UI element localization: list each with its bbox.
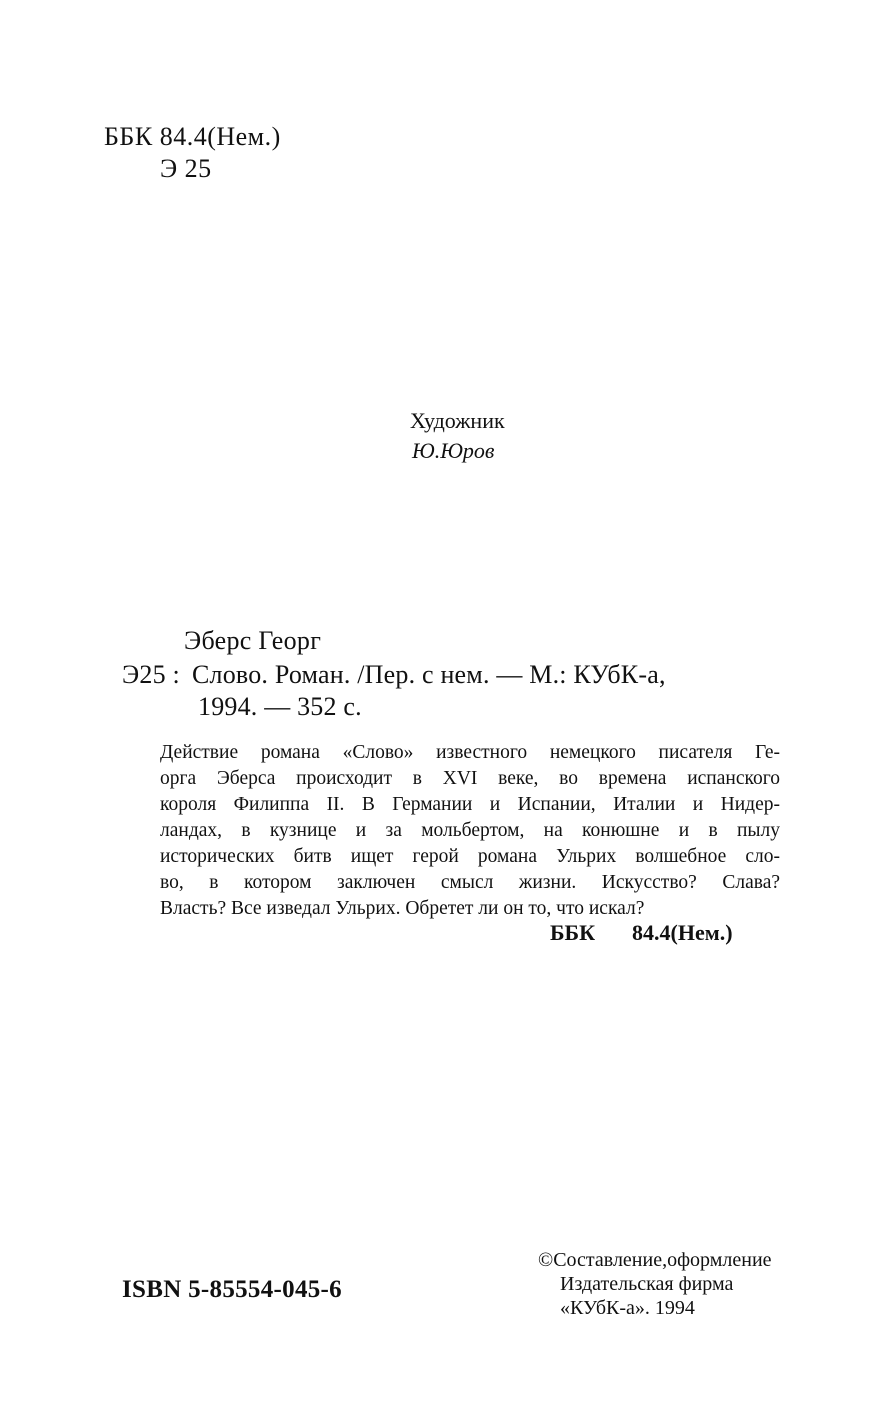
artist-name: Ю.Юров	[412, 438, 495, 463]
annotation-line: короля Филиппа II. В Германии и Испании, Италии и Нидер-	[160, 794, 780, 815]
isbn: ISBN 5-85554-045-6	[122, 1276, 342, 1303]
catalog-title-line: Слово. Роман. /Пер. с нем. — М.: КУбК-а,	[192, 660, 666, 689]
author-code-top: Э 25	[160, 154, 212, 183]
bbk-classification-bottom	[550, 920, 733, 946]
annotation-line: исторических битв ищет герой романа Ульрих волшебное сло-	[160, 846, 780, 867]
catalog-year-pages: 1994. — 352 с.	[198, 692, 362, 721]
catalog-entry-line	[122, 660, 666, 690]
annotation	[160, 740, 780, 922]
bbk-value: 84.4(Нем.)	[632, 920, 733, 945]
annotation-line: Действие романа «Слово» известного немецкого писателя Ге-	[160, 742, 780, 763]
annotation-line: Власть? Все изведал Ульрих. Обретет ли он то, что искал?	[160, 898, 645, 919]
artist-role: Художник	[410, 408, 505, 433]
annotation-line: во, в котором заключен смысл жизни. Искусство? Слава?	[160, 872, 780, 893]
copyright-line: ©Составление,оформление	[538, 1249, 772, 1271]
copyright-line: Издательская фирма	[560, 1273, 734, 1295]
bbk-classification-top: ББК 84.4(Нем.)	[104, 122, 281, 151]
catalog-author: Эберс Георг	[184, 626, 322, 655]
catalog-code: Э25 :	[122, 660, 180, 689]
copyright-notice	[538, 1248, 772, 1320]
annotation-line: орга Эберса происходит в XVI веке, во времена испанского	[160, 768, 780, 789]
bbk-label: ББК	[550, 920, 596, 945]
copyright-line: «КУбК-а». 1994	[560, 1297, 695, 1319]
annotation-line: ландах, в кузнице и за мольбертом, на конюшне и в пылу	[160, 820, 780, 841]
